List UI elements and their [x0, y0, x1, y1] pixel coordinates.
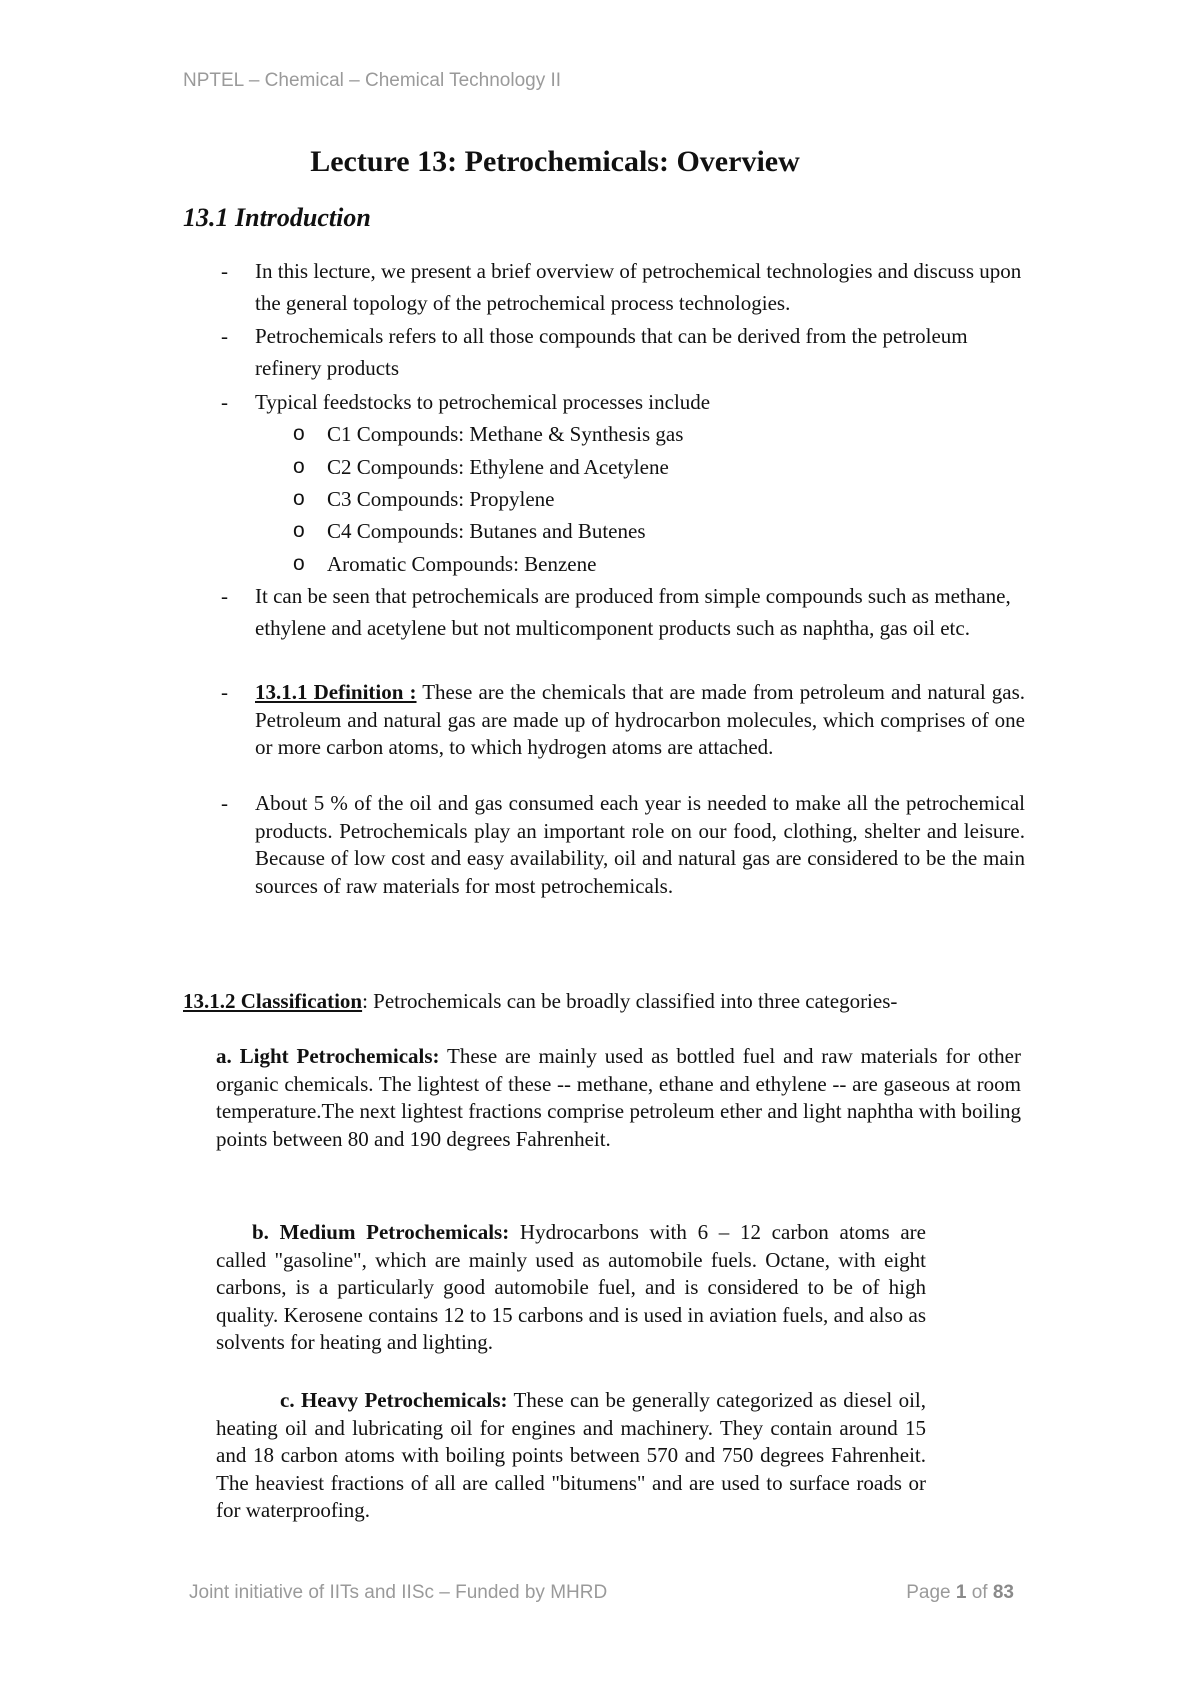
page-number [906, 1582, 1014, 1604]
classification-line [183, 985, 897, 1017]
category-text: These can be generally categorized as diesel oil, heating oil and lubricating oil for engines and machinery. They contain around 15 and 18 carbon atoms with boiling points between 570 and 750 degrees Fahrenheit. The heaviest fractions of all are called "bitumens" and are used to surface roads or for waterproofing. [216, 1388, 927, 1522]
sub-bullet-marker: o [293, 422, 305, 445]
page-mid: of [966, 1582, 993, 1603]
feedstock-item-c1 [293, 418, 684, 450]
definition-label: 13.1.1 Definition : [255, 680, 417, 704]
bullet-dash: - [221, 680, 228, 704]
feedstock-text: C3 Compounds: Propylene [327, 487, 555, 511]
feedstock-item-aromatic [293, 548, 597, 580]
page-current: 1 [955, 1582, 967, 1603]
page-total: 83 [992, 1582, 1014, 1603]
feedstock-item-c3 [293, 483, 555, 515]
classification-label: 13.1.2 Classification [183, 989, 363, 1013]
category-text: These are mainly used as bottled fuel and raw materials for other organic chemicals. The lightest of these -- methane, ethane and ethylene -- are gaseous at room temperature.The next lightest fractions comprise petroleum ether and light naphtha with boiling points between 80 and 190 degrees Fahrenheit. [216, 1044, 1021, 1151]
feedstock-text: C1 Compounds: Methane & Synthesis gas [327, 422, 684, 446]
bullet-dash: - [221, 324, 228, 348]
page-footer: Joint initiative of IITs and IISc – Funded by MHRD [189, 1582, 608, 1603]
category-label: a. Light Petrochemicals: [216, 1044, 440, 1068]
bullet-text: In this lecture, we present a brief overview of petrochemical technologies and discuss upon the general topology of the petrochemical process technologies. [255, 259, 1022, 315]
sub-bullet-marker: o [293, 487, 305, 510]
sub-bullet-marker: o [293, 519, 305, 542]
feedstock-item-c4 [293, 515, 646, 547]
bullet-item-3 [221, 386, 1025, 418]
bullet-item-2 [221, 320, 1025, 384]
category-text: Hydrocarbons with 6 – 12 carbon atoms are called "gasoline", which are mainly used as automobile fuels. Octane, with eight carbons, is a particularly good automobile fuel, and is considered to be of high quality. Kerosene contains 12 to 15 carbons and is used in aviation fuels, and also as solvents for heating and lighting. [216, 1220, 926, 1354]
definition-text: These are the chemicals that are made from petroleum and natural gas. Petroleum and natural gas are made up of hydrocarbon molecules, which comprises of one or more carbon atoms, to which hydrogen atoms are attached. [255, 680, 1025, 759]
feedstock-text: Aromatic Compounds: Benzene [327, 552, 597, 576]
bullet-item-1 [221, 255, 1025, 319]
feedstock-text: C2 Compounds: Ethylene and Acetylene [327, 455, 669, 479]
page-header: NPTEL – Chemical – Chemical Technology II [183, 70, 562, 91]
feedstock-text: C4 Compounds: Butanes and Butenes [327, 519, 646, 543]
bullet-dash: - [221, 259, 228, 283]
section-heading-introduction: 13.1 Introduction [183, 203, 371, 232]
bullet-item-definition [221, 679, 1025, 762]
category-light [216, 1043, 1021, 1153]
bullet-item-about [221, 790, 1025, 900]
bullet-text: It can be seen that petrochemicals are produced from simple compounds such as methane, ethylene and acetylene but not multicomponent products such as naphtha, gas oil etc. [255, 584, 1011, 640]
sub-bullet-marker: o [293, 455, 305, 478]
bullet-item-4 [221, 580, 1025, 644]
sub-bullet-marker: o [293, 552, 305, 575]
category-label: c. Heavy Petrochemicals: [280, 1388, 508, 1412]
feedstock-item-c2 [293, 451, 669, 483]
bullet-dash: - [221, 390, 228, 414]
page-title: Lecture 13: Petrochemicals: Overview [310, 145, 800, 178]
page-prefix: Page [906, 1582, 956, 1603]
category-medium [216, 1219, 926, 1357]
bullet-dash: - [221, 584, 228, 608]
category-heavy [216, 1387, 926, 1525]
about-text: About 5 % of the oil and gas consumed each year is needed to make all the petrochemical products. Petrochemicals play an important role on our food, clothing, shelter and leisure. Because of low cost and easy availability, oil and natural gas are considered to be the main sources of raw materials for most petrochemicals. [255, 791, 1025, 898]
category-label: b. Medium Petrochemicals: [252, 1220, 510, 1244]
bullet-text: Petrochemicals refers to all those compounds that can be derived from the petroleum refinery products [255, 324, 968, 380]
classification-text: : Petrochemicals can be broadly classified into three categories- [362, 989, 898, 1013]
bullet-text: Typical feedstocks to petrochemical processes include [255, 390, 711, 414]
bullet-dash: - [221, 791, 228, 815]
